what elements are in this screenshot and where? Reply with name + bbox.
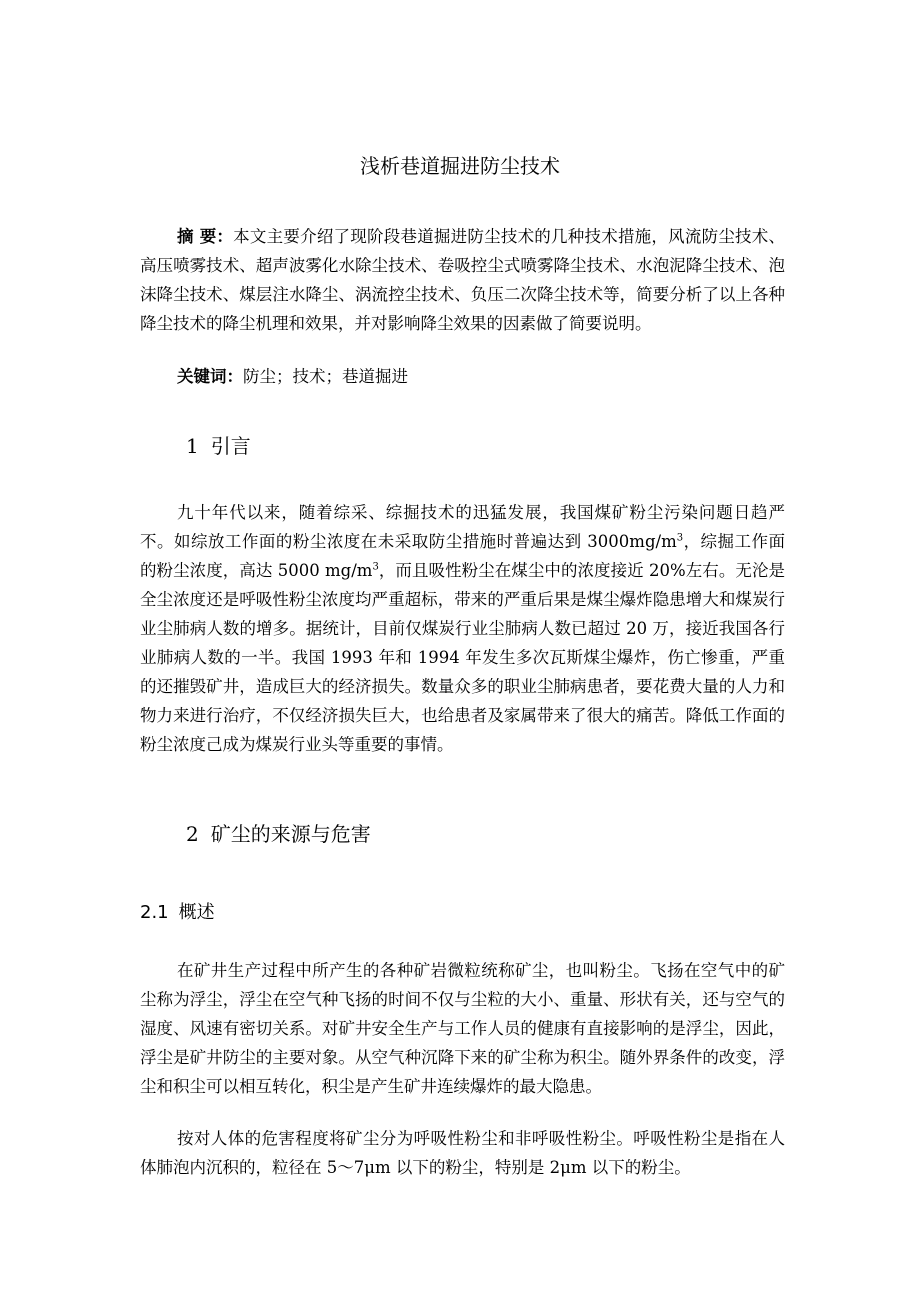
document-title: 浅析巷道掘进防尘技术 bbox=[360, 154, 560, 178]
section-1-title: 引言 bbox=[210, 434, 251, 458]
section-1-text-b: ，综掘工作面的粉尘浓度，高达 5000 mg/m bbox=[140, 532, 785, 580]
section-2-1-paragraph-1: 在矿井生产过程中所产生的各种矿岩微粒统称矿尘，也叫粉尘。飞扬在空气中的矿尘称为浮尘，浮尘在空气种飞扬的时间不仅与尘粒的大小、重量、形状有关，还与空气的湿度、风速有密切关系。对矿井安全生产与工作人员的健康有直接影响的是浮尘，因此，浮尘是矿井防尘的主要对象。从空气种沉降下来的矿尘称为积尘。随外界条件的改变，浮尘和积尘可以相互转化，积尘是产生矿井连续爆炸的最大隐患。 bbox=[140, 961, 785, 1096]
abstract-label: 摘 要： bbox=[177, 227, 234, 246]
superscript: 3 bbox=[676, 532, 684, 544]
section-1-paragraph bbox=[140, 498, 785, 759]
keywords-paragraph bbox=[140, 362, 785, 391]
section-2-number: 2 bbox=[186, 822, 199, 846]
section-2-heading bbox=[186, 818, 371, 847]
section-2-title: 矿尘的来源与危害 bbox=[210, 822, 371, 846]
section-1-heading bbox=[186, 430, 251, 459]
section-1-text-a: 九十年代以来，随着综采、综掘技术的迅猛发展，我国煤矿粉尘污染问题日趋严不。如综放工作面的粉尘浓度在未采取防尘措施时普遍达到 3000mg/m bbox=[140, 503, 785, 551]
keywords-text: 防尘；技术；巷道掘进 bbox=[243, 367, 408, 386]
superscript: 3 bbox=[372, 561, 379, 573]
section-2-1-number: 2.1 bbox=[140, 902, 169, 923]
section-2-1-paragraph-2: 按对人体的危害程度将矿尘分为呼吸性粉尘和非呼吸性粉尘。呼吸性粉尘是指在人体肺泡内沉积的，粒径在 5～7μm 以下的粉尘，特别是 2μm 以下的粉尘。 bbox=[140, 1129, 785, 1177]
section-2-1-heading bbox=[140, 898, 215, 924]
section-2-1-title: 概述 bbox=[178, 902, 215, 923]
abstract-text: 本文主要介绍了现阶段巷道掘进防尘技术的几种技术措施，风流防尘技术、高压喷雾技术、超声波雾化水除尘技术、卷吸控尘式喷雾降尘技术、水泡泥降尘技术、泡沫降尘技术、煤层注水降尘、涡流控尘技术、负压二次降尘技术等，简要分析了以上各种降尘技术的降尘机理和效果，并对影响降尘效果的因素做了简要说明。 bbox=[140, 227, 786, 333]
section-1-number: 1 bbox=[186, 434, 199, 458]
section-1-text-c: ，而且吸性粉尘在煤尘中的浓度接近 20%左右。无沦是全尘浓度还是呼吸性粉尘浓度均严重超标，带来的严重后果是煤尘爆炸隐患增大和煤炭行业尘肺病人数的增多。据统计，目前仅煤炭行业尘肺病人数已超过 20 万，接近我国各行业肺病人数的一半。我国 1993 年和 1994 年发生多次瓦斯煤尘爆炸，伤亡惨重，严重的还摧毁矿井，造成巨大的经济损失。数量众多的职业尘肺病患者，要花费大量的人力和物力来进行治疗，不仅经济损失巨大，也给患者及家属带来了很大的痛苦。降低工作面的粉尘浓度己成为煤炭行业头等重要的事情。 bbox=[140, 561, 785, 754]
keywords-label: 关键词： bbox=[177, 367, 243, 386]
abstract-paragraph bbox=[140, 222, 785, 338]
